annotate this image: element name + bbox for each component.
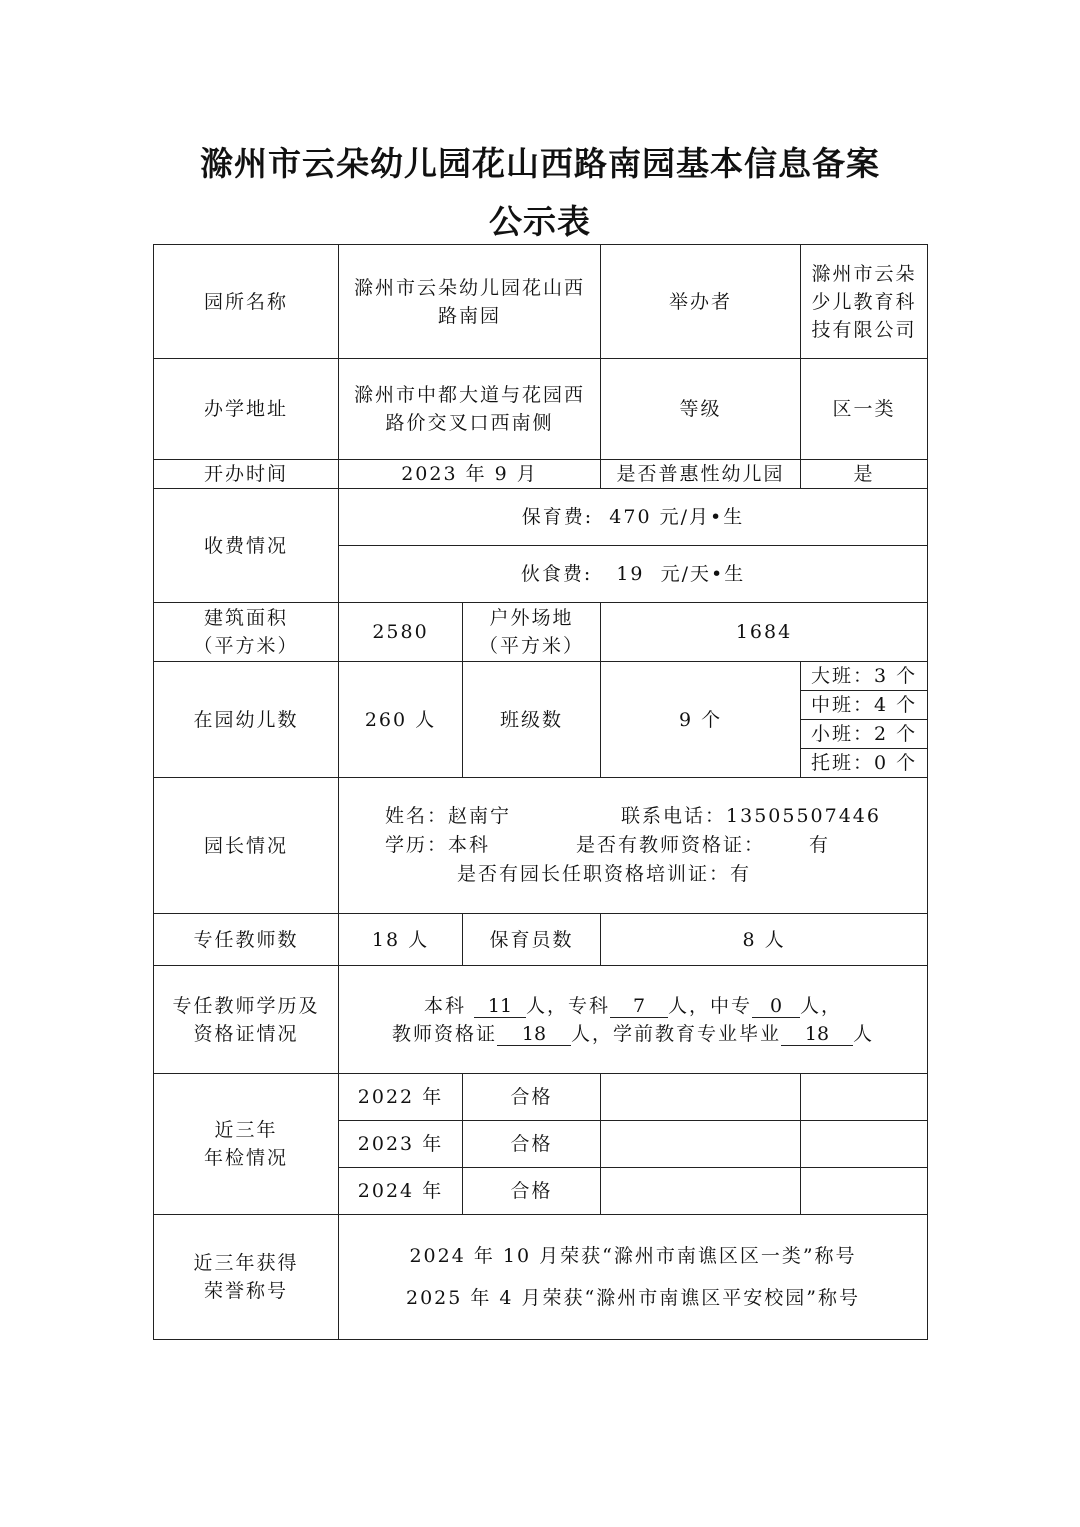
label-principal: 园长情况	[154, 778, 339, 914]
inspection-year: 2023 年	[339, 1121, 463, 1168]
label-teachers: 专任教师数	[154, 914, 339, 966]
principal-teacher-cert-value: 有	[809, 834, 831, 856]
value-fee-care: 保育费: 470 元/月•生	[339, 489, 928, 546]
inspection-result: 合格	[463, 1168, 601, 1215]
qual-college-label: 人，专科	[526, 994, 611, 1017]
label-open-time: 开办时间	[154, 460, 339, 489]
inspection-blank	[601, 1168, 801, 1215]
value-honors	[339, 1215, 928, 1340]
label-inspection-line1: 近三年	[214, 1119, 278, 1141]
qual-cert-count: 18	[497, 1023, 571, 1046]
value-teacher-qualifications	[339, 966, 928, 1074]
label-grade: 等级	[601, 359, 801, 460]
label-building-area-line1: 建筑面积	[203, 607, 288, 629]
inspection-year: 2022 年	[339, 1074, 463, 1121]
principal-training-cert: 是否有园长任职资格培训证：有	[457, 863, 752, 885]
value-address: 滁州市中都大道与花园西路价交叉口西南侧	[339, 359, 601, 460]
label-inspection-line2: 年检情况	[203, 1147, 288, 1169]
inspection-blank	[801, 1121, 928, 1168]
honor-item: 2024 年 10 月荣获“滁州市南谯区区一类”称号	[409, 1245, 857, 1267]
label-inclusive: 是否普惠性幼儿园	[601, 460, 801, 489]
label-teacher-qualifications	[154, 966, 339, 1074]
qual-college-count: 7	[610, 995, 668, 1018]
inspection-blank	[601, 1074, 801, 1121]
value-open-time: 2023 年 9 月	[339, 460, 601, 489]
value-children: 260 人	[339, 662, 463, 778]
label-outdoor-area	[463, 603, 601, 662]
label-honors	[154, 1215, 339, 1340]
label-building-area	[154, 603, 339, 662]
class-count-large: 大班：3 个	[801, 662, 928, 691]
inspection-blank	[801, 1074, 928, 1121]
label-building-area-line2: （平方米）	[193, 635, 299, 657]
value-organizer: 滁州市云朵少儿教育科技有限公司	[801, 245, 928, 359]
value-building-area: 2580	[339, 603, 463, 662]
qual-end-1: 人，	[800, 994, 843, 1017]
value-principal	[339, 778, 928, 914]
label-classes: 班级数	[463, 662, 601, 778]
qual-cert-label: 教师资格证	[391, 1022, 497, 1045]
qual-secondary-count: 0	[752, 995, 800, 1018]
class-count-small: 小班：2 个	[801, 720, 928, 749]
class-count-middle: 中班：4 个	[801, 691, 928, 720]
label-children: 在园幼儿数	[154, 662, 339, 778]
label-organizer: 举办者	[601, 245, 801, 359]
principal-education: 学历：本科	[385, 834, 491, 856]
principal-phone: 联系电话：13505507446	[621, 805, 881, 827]
label-teacher-qual-line2: 资格证情况	[193, 1022, 299, 1045]
honor-item: 2025 年 4 月荣获“滁州市南谯区平安校园”称号	[406, 1287, 860, 1309]
value-teachers: 18 人	[339, 914, 463, 966]
value-name: 滁州市云朵幼儿园花山西路南园	[339, 245, 601, 359]
qual-end-2: 人	[853, 1022, 875, 1045]
inspection-year: 2024 年	[339, 1168, 463, 1215]
document-title: 滁州市云朵幼儿园花山西路南园基本信息备案	[200, 144, 880, 183]
qual-preschool-count: 18	[781, 1023, 853, 1046]
inspection-blank	[601, 1121, 801, 1168]
qual-bachelor-count: 11	[474, 995, 526, 1018]
label-address: 办学地址	[154, 359, 339, 460]
document-subtitle: 公示表	[489, 202, 591, 241]
label-nurses: 保育员数	[463, 914, 601, 966]
label-outdoor-area-line2: （平方米）	[479, 635, 585, 657]
qual-secondary-label: 人，中专	[668, 994, 753, 1017]
label-inspection	[154, 1074, 339, 1215]
value-inclusive: 是	[801, 460, 928, 489]
value-grade: 区一类	[801, 359, 928, 460]
value-classes: 9 个	[601, 662, 801, 778]
label-honors-line1: 近三年获得	[193, 1252, 299, 1274]
label-teacher-qual-line1: 专任教师学历及	[172, 994, 320, 1017]
label-fees: 收费情况	[154, 489, 339, 603]
info-table	[153, 244, 928, 1340]
inspection-result: 合格	[463, 1121, 601, 1168]
label-honors-line2: 荣誉称号	[203, 1280, 288, 1302]
value-nurses: 8 人	[601, 914, 928, 966]
qual-bachelor-label: 本科	[423, 994, 466, 1017]
principal-teacher-cert-label: 是否有教师资格证：	[576, 834, 766, 856]
principal-name: 姓名：赵南宁	[385, 805, 512, 827]
qual-preschool-label: 人，学前教育专业毕业	[571, 1022, 782, 1045]
class-count-toddler: 托班：0 个	[801, 749, 928, 778]
value-outdoor-area: 1684	[601, 603, 928, 662]
value-fee-meal: 伙食费: 19 元/天•生	[339, 546, 928, 603]
inspection-result: 合格	[463, 1074, 601, 1121]
label-name: 园所名称	[154, 245, 339, 359]
inspection-blank	[801, 1168, 928, 1215]
label-outdoor-area-line1: 户外场地	[489, 607, 574, 629]
